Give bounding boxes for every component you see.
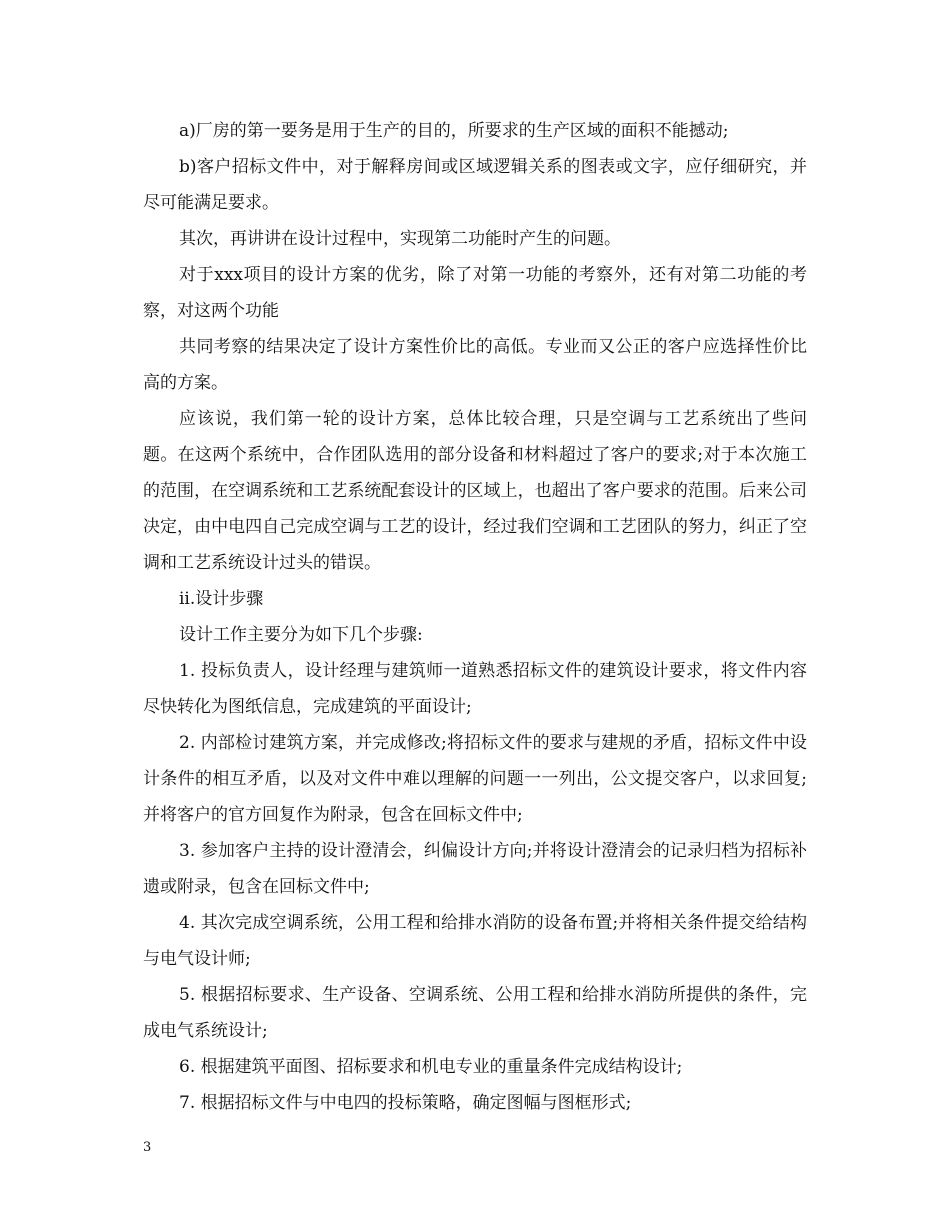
section-heading-design-steps: ii.设计步骤: [179, 589, 264, 609]
list-item-7: 7. 根据招标文件与中电四的投标策略，确定图幅与图框形式;: [179, 1093, 632, 1113]
paragraph-3: 其次，再讲讲在设计过程中，实现第二功能时产生的问题。: [179, 229, 621, 249]
paragraph-8: 设计工作主要分为如下几个步骤:: [179, 625, 423, 645]
list-item-4: 4. 其次完成空调系统，公用工程和给排水消防的设备布置;并将相关条件提交给结构与电气设计师;: [143, 913, 807, 969]
list-item-2: 2. 内部检讨建筑方案，并完成修改;将招标文件的要求与建规的矛盾，招标文件中设计条件的相互矛盾，以及对文件中难以理解的问题一一列出，公文提交客户，以求回复;并将客户的官方回复作为附录，包含在回标文件中;: [143, 733, 807, 825]
list-item-3: 3. 参加客户主持的设计澄清会，纠偏设计方向;并将设计澄清会的记录归档为招标补遗或附录，包含在回标文件中;: [143, 841, 807, 897]
paragraph-1: a)厂房的第一要务是用于生产的目的，所要求的生产区域的面积不能撼动;: [179, 121, 729, 141]
list-item-6: 6. 根据建筑平面图、招标要求和机电专业的重量条件完成结构设计;: [179, 1057, 683, 1077]
list-item-1: 1. 投标负责人，设计经理与建筑师一道熟悉招标文件的建筑设计要求，将文件内容尽快转化为图纸信息，完成建筑的平面设计;: [143, 661, 807, 717]
list-item-5: 5. 根据招标要求、生产设备、空调系统、公用工程和给排水消防所提供的条件，完成电气系统设计;: [143, 985, 807, 1041]
paragraph-6: 应该说，我们第一轮的设计方案，总体比较合理，只是空调与工艺系统出了些问题。在这两个系统中，合作团队选用的部分设备和材料超过了客户的要求;对于本次施工的范围，在空调系统和工艺系统配套设计的区域上，也超出了客户要求的范围。后来公司决定，由中电四自己完成空调与工艺的设计，经过我们空调和工艺团队的努力，纠正了空调和工艺系统设计过头的错误。: [143, 409, 807, 573]
document-body: [143, 113, 807, 1121]
paragraph-4: 对于xxx项目的设计方案的优劣，除了对第一功能的考察外，还有对第二功能的考察，对这两个功能: [143, 265, 807, 321]
paragraph-5: 共同考察的结果决定了设计方案性价比的高低。专业而又公正的客户应选择性价比高的方案。: [143, 337, 807, 393]
paragraph-2: b)客户招标文件中，对于解释房间或区域逻辑关系的图表或文字，应仔细研究，并尽可能满足要求。: [143, 157, 807, 213]
page-number: 3: [143, 1140, 152, 1155]
